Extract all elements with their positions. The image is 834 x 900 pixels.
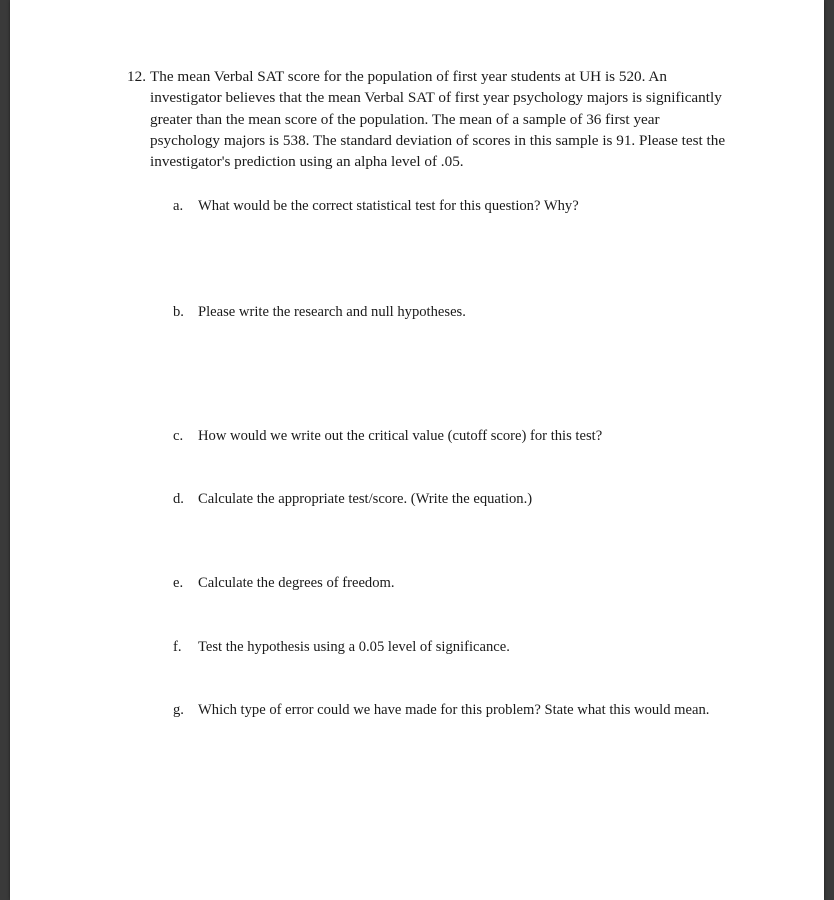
- subquestion-text: What would be the correct statistical test for this question? Why?: [198, 198, 579, 214]
- subquestion-letter: g.: [173, 702, 184, 718]
- question-text: The mean Verbal SAT score for the population of first year students at UH is 520. An investigator believes that the mean Verbal SAT of first year psychology majors is significantly greater than the mean score of the population. The mean of a sample of 36 first year psychology majors is 538. The standard deviation of scores in this sample is 91. Please test the investigator's prediction using an alpha level of .05.: [150, 68, 726, 171]
- subquestion-letter: b.: [173, 304, 184, 320]
- subquestion-letter: a.: [173, 198, 184, 214]
- subquestion-text: Please write the research and null hypotheses.: [198, 304, 466, 320]
- subquestion-c: [173, 425, 733, 447]
- subquestion-g: [173, 699, 733, 721]
- question-number: 12.: [127, 68, 146, 85]
- subquestion-f: [173, 636, 733, 658]
- question-12: [127, 66, 727, 172]
- subquestion-text: How would we write out the critical value (cutoff score) for this test?: [198, 428, 603, 444]
- subquestion-e: [173, 572, 733, 594]
- subquestion-text: Calculate the appropriate test/score. (Write the equation.): [198, 491, 533, 507]
- subquestion-letter: d.: [173, 491, 184, 507]
- subquestion-letter: f.: [173, 639, 182, 655]
- subquestion-a: [173, 195, 733, 217]
- subquestion-b: [173, 301, 733, 323]
- subquestion-text: Test the hypothesis using a 0.05 level of significance.: [198, 639, 510, 655]
- subquestion-text: Which type of error could we have made for this problem? State what this would mean.: [198, 702, 710, 718]
- subquestion-letter: c.: [173, 428, 184, 444]
- subquestion-letter: e.: [173, 575, 184, 591]
- subquestion-d: [173, 488, 733, 510]
- subquestion-text: Calculate the degrees of freedom.: [198, 575, 395, 591]
- document-page: [10, 0, 824, 900]
